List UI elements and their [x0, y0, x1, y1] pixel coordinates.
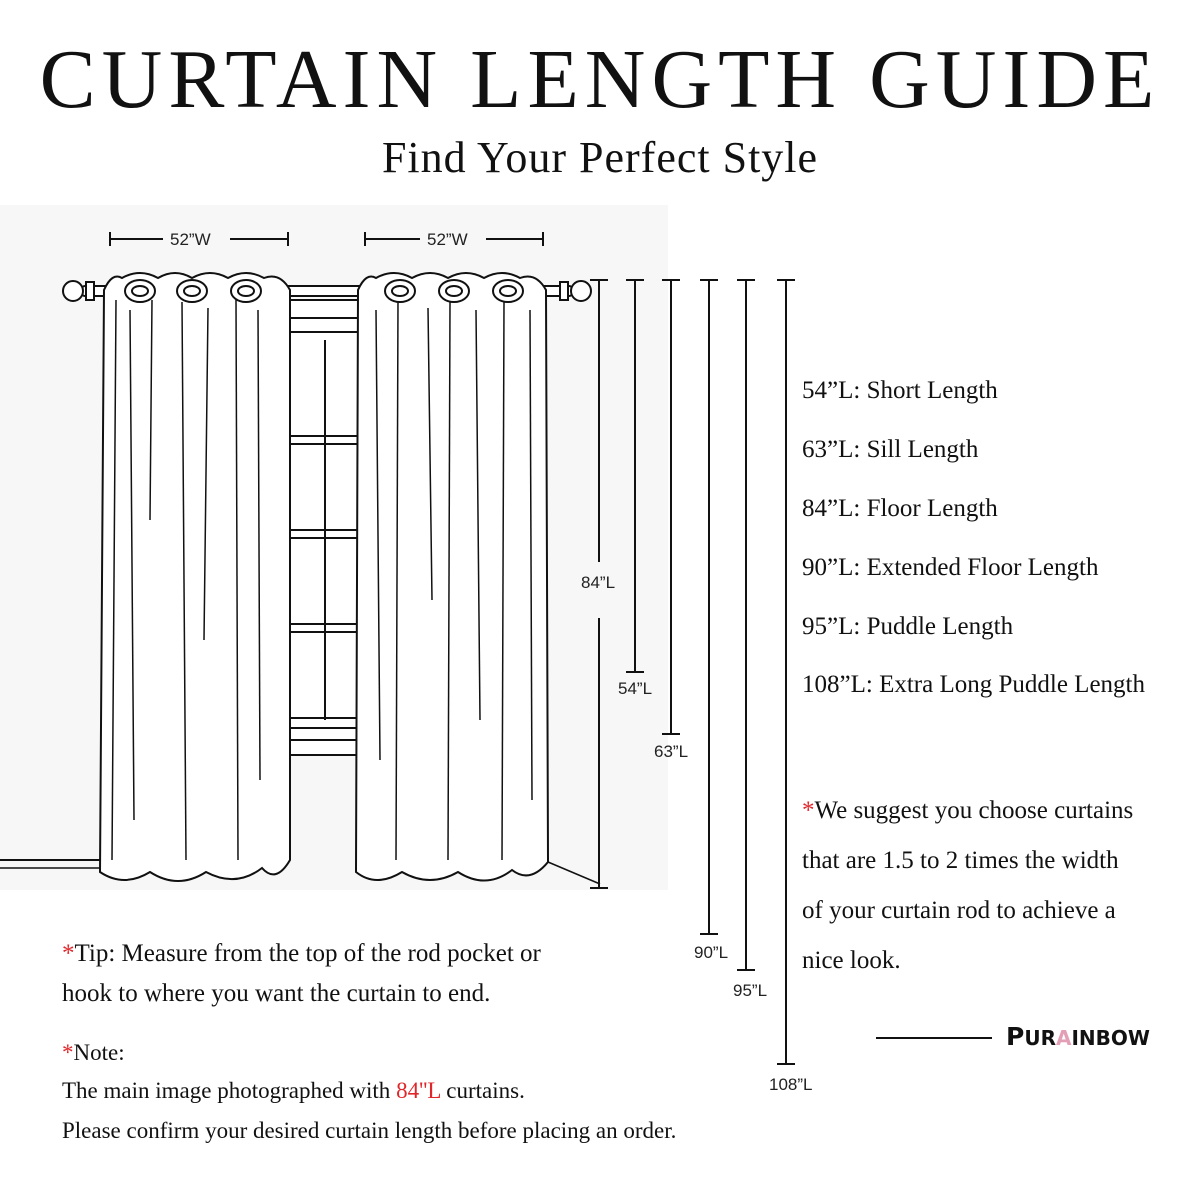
- curtain-panel-left: [100, 273, 290, 881]
- note-line-1-before: The main image photographed with: [62, 1078, 397, 1103]
- curtain-panel-right: [356, 273, 548, 881]
- length-label-95: 95”L: [733, 981, 768, 1000]
- page-subtitle: Find Your Perfect Style: [381, 133, 819, 182]
- suggestion-line-4: nice look.: [802, 947, 901, 974]
- length-label-108: 108”L: [769, 1075, 813, 1094]
- suggestion-line-1: We suggest you choose curtains: [814, 797, 1134, 824]
- curtain-grommets-left: [125, 280, 261, 302]
- tip-text: [62, 934, 662, 1014]
- length-marker-90: [700, 280, 718, 934]
- brand-letter-a: A: [1055, 1026, 1072, 1050]
- length-label-84: 84”L: [581, 573, 616, 592]
- curtain-grommets-right: [385, 280, 523, 302]
- brand-letter-p: P: [1006, 1022, 1025, 1051]
- brand-letters-ur: UR: [1024, 1026, 1056, 1050]
- page-title: CURTAIN LENGTH GUIDE: [39, 33, 1161, 126]
- note-line-2: Please confirm your desired curtain length before placing an order.: [62, 1118, 677, 1143]
- note-asterisk: *: [62, 1040, 74, 1065]
- note-line-1: [62, 1078, 525, 1104]
- length-label-90: 90”L: [694, 943, 729, 962]
- legend-item-90: 90”L: Extended Floor Length: [802, 554, 1099, 581]
- legend-item-95: 95”L: Puddle Length: [802, 613, 1014, 640]
- window-frame: [290, 300, 358, 755]
- brand-divider: [876, 1037, 992, 1039]
- length-label-54: 54”L: [618, 679, 653, 698]
- note-heading: [62, 1040, 125, 1066]
- brand-logo: [1006, 1024, 1150, 1049]
- length-label-63: 63”L: [654, 742, 689, 761]
- legend-item-84: 84”L: Floor Length: [802, 495, 998, 522]
- suggestion-text: [802, 786, 1182, 986]
- width-label-right: 52”W: [427, 230, 468, 249]
- suggestion-asterisk: *: [802, 797, 815, 824]
- length-marker-108: [777, 280, 795, 1064]
- note-line-1-after: curtains.: [440, 1078, 525, 1103]
- legend-item-54: 54”L: Short Length: [802, 377, 998, 404]
- note-line-1-highlight: 84''L: [396, 1078, 441, 1103]
- brand-letters-inbow: INBOW: [1071, 1026, 1150, 1050]
- tip-line-1: Tip: Measure from the top of the rod pocket or: [74, 940, 541, 967]
- width-label-left: 52”W: [170, 230, 211, 249]
- legend-item-63: 63”L: Sill Length: [802, 436, 979, 463]
- tip-asterisk: *: [62, 940, 75, 967]
- legend-item-108: 108”L: Extra Long Puddle Length: [802, 671, 1145, 698]
- length-marker-95: [737, 280, 755, 970]
- suggestion-line-2: that are 1.5 to 2 times the width: [802, 847, 1119, 874]
- tip-line-2: hook to where you want the curtain to end.: [62, 980, 491, 1007]
- suggestion-line-3: of your curtain rod to achieve a: [802, 897, 1116, 924]
- note-heading-label: Note:: [73, 1040, 125, 1065]
